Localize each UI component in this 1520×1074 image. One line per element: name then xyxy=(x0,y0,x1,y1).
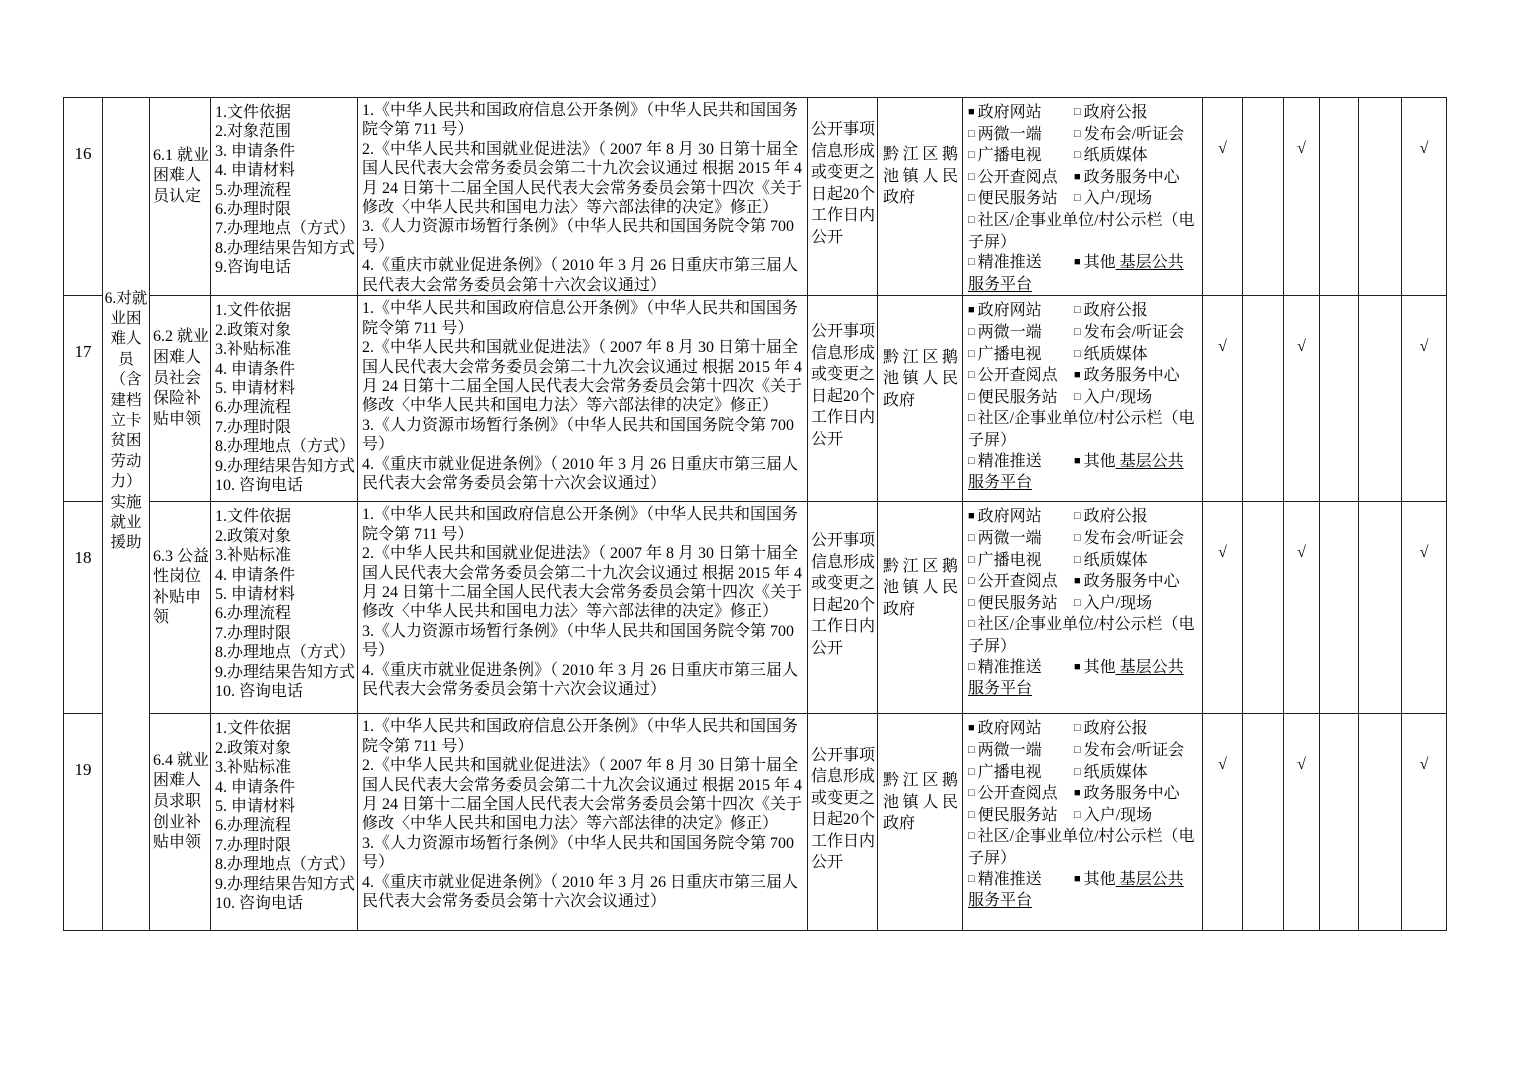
category-cell: 6.对就业困难人员（含建档立卡贫困劳动力）实施就业援助 xyxy=(103,98,150,931)
content-item: 5. 申请材料 xyxy=(215,585,296,603)
content-item: 9.办理结果告知方式 xyxy=(215,663,356,681)
channel-label: 政务服务中心 xyxy=(1083,367,1180,385)
channel-label: 精准推送 xyxy=(977,452,1042,470)
content-item: 1.文件依据 xyxy=(215,302,292,320)
channel-label: 发布会/听证会 xyxy=(1083,125,1185,143)
content-item: 3.补贴标准 xyxy=(215,759,292,777)
content-item: 6.办理流程 xyxy=(215,399,292,417)
table-row xyxy=(64,714,1447,931)
channel-label: 发布会/听证会 xyxy=(1083,529,1185,547)
channel-label: 社区/企事业单位/村公示栏（电子屏） xyxy=(968,828,1195,867)
channel-item xyxy=(1074,302,1148,319)
channel-label: 发布会/听证会 xyxy=(1083,323,1185,341)
channel-label: 社区/企事业单位/村公示栏（电子屏） xyxy=(968,616,1195,655)
channel-label: 社区/企事业单位/村公示栏（电子屏） xyxy=(968,410,1195,449)
item-name: 6.2 就业困难人员社会保险补贴申领 xyxy=(150,296,211,502)
publish-timing: 公开事项信息形成或变更之日起20个工作日内公开 xyxy=(808,502,878,714)
channel-item xyxy=(968,529,1074,551)
basis-item: 3.《人力资源市场暂行条例》（中华人民共和国国务院令第 700 号） xyxy=(362,218,795,255)
checkbox-icon: □ xyxy=(1074,325,1081,338)
check-cell xyxy=(1243,296,1284,502)
channel-label: 其他 xyxy=(1083,452,1116,470)
channel-item xyxy=(968,189,1074,211)
check-cell xyxy=(1320,502,1359,714)
content-item: 2.政策对象 xyxy=(215,739,292,757)
other-channel-value: 基层公共服务平台 xyxy=(968,254,1184,293)
channel-label: 广播电视 xyxy=(977,147,1042,165)
checkbox-icon: □ xyxy=(1074,192,1081,205)
channel-line xyxy=(968,452,1198,494)
checkbox-icon: □ xyxy=(1074,765,1081,778)
content-item: 6.办理流程 xyxy=(215,605,292,623)
basis-item: 4.《重庆市就业促进条例》（ 2010 年 3 月 26 日重庆市第三届人民代表大会常务委员会第十六次会议通过） xyxy=(362,257,799,294)
basis-item: 2.《中华人民共和国就业促进法》（ 2007 年 8 月 30 日第十届全国人民代表大会常务委员会第二十九次会议通过 根据 2015 年 4 月 24 日第十二届全国人民代表大会常务委员会第十四次《关于修改〈中华人民共和国电力法〉等六部法律的决定》修正） xyxy=(362,339,803,415)
content-item: 5.办理流程 xyxy=(215,181,292,199)
channels-cell xyxy=(963,98,1203,296)
channel-line xyxy=(968,507,1198,529)
channel-item xyxy=(1074,324,1184,341)
channel-label: 政府公报 xyxy=(1083,508,1148,526)
check-cell: √ xyxy=(1402,296,1447,502)
check-cell: √ xyxy=(1284,296,1320,502)
channel-item xyxy=(1074,367,1180,384)
content-item: 3.补贴标准 xyxy=(215,341,292,359)
channel-label: 其他 xyxy=(1083,254,1116,272)
channel-label: 其他 xyxy=(1083,870,1116,888)
channel-label: 政府公报 xyxy=(1083,302,1148,320)
other-channel-value: 基层公共服务平台 xyxy=(968,870,1184,910)
channel-item xyxy=(968,452,1074,474)
checkbox-icon: □ xyxy=(968,531,975,544)
channel-label: 入户/现场 xyxy=(1083,594,1153,612)
checkbox-icon: ■ xyxy=(1074,454,1081,467)
checkbox-icon: □ xyxy=(1074,127,1081,140)
channel-label: 纸质媒体 xyxy=(1083,345,1148,363)
channel-label: 便民服务站 xyxy=(977,190,1058,208)
channel-item xyxy=(1074,573,1180,590)
content-item: 4. 申请材料 xyxy=(215,162,296,180)
checkbox-icon: □ xyxy=(968,149,975,162)
channel-label: 公开查阅点 xyxy=(977,168,1058,186)
check-cell xyxy=(1359,502,1402,714)
content-item: 5. 申请材料 xyxy=(215,379,296,397)
channel-label: 精准推送 xyxy=(977,658,1042,676)
content-list xyxy=(211,714,358,931)
channel-label: 广播电视 xyxy=(977,551,1042,569)
checkbox-icon: □ xyxy=(968,256,975,269)
checkbox-icon: □ xyxy=(968,412,975,425)
row-number: 19 xyxy=(64,714,103,931)
channel-label: 公开查阅点 xyxy=(977,573,1058,591)
disclosure-table xyxy=(63,97,1447,931)
checkbox-icon: □ xyxy=(968,192,975,205)
checkbox-icon: ■ xyxy=(1074,256,1081,269)
checkbox-icon: ■ xyxy=(1074,660,1081,673)
checkbox-icon: □ xyxy=(968,808,975,821)
channel-label: 便民服务站 xyxy=(977,388,1058,406)
channel-item xyxy=(968,551,1074,573)
other-channel-value: 基层公共服务平台 xyxy=(968,658,1184,698)
content-item: 7.办理时限 xyxy=(215,836,292,854)
item-name: 6.4 就业困难人员求职创业补贴申领 xyxy=(150,714,211,931)
checkbox-icon: ■ xyxy=(1074,369,1081,382)
legal-basis xyxy=(358,98,808,296)
checkbox-icon: □ xyxy=(1074,149,1081,162)
channel-item xyxy=(1074,742,1184,759)
channel-line xyxy=(968,301,1198,323)
channels-cell xyxy=(963,296,1203,502)
publish-subject: 黔江区鹅池镇人民政府 xyxy=(878,296,963,502)
channel-item xyxy=(968,870,1074,892)
check-cell xyxy=(1320,714,1359,931)
checkbox-icon: □ xyxy=(968,660,975,673)
check-cell: √ xyxy=(1203,98,1243,296)
checkbox-icon: □ xyxy=(968,575,975,588)
checkbox-icon: □ xyxy=(968,454,975,467)
channel-item xyxy=(968,784,1074,806)
channel-line xyxy=(968,763,1198,785)
row-number: 18 xyxy=(64,502,103,714)
check-cell: √ xyxy=(1402,714,1447,931)
channel-item xyxy=(968,763,1074,785)
channel-label: 便民服务站 xyxy=(977,806,1058,824)
content-item: 1.文件依据 xyxy=(215,508,292,526)
channel-item xyxy=(968,345,1074,367)
checkbox-icon: □ xyxy=(968,127,975,140)
content-item: 1.文件依据 xyxy=(215,104,292,121)
check-cell: √ xyxy=(1402,502,1447,714)
checkbox-icon: □ xyxy=(968,765,975,778)
channel-item xyxy=(968,125,1074,147)
check-cell: √ xyxy=(1203,296,1243,502)
channel-line xyxy=(968,551,1198,573)
channel-item xyxy=(1074,147,1148,164)
checkbox-icon: □ xyxy=(1074,553,1081,566)
basis-item: 2.《中华人民共和国就业促进法》（ 2007 年 8 月 30 日第十届全国人民代表大会常务委员会第二十九次会议通过 根据 2015 年 4 月 24 日第十二届全国人民代表大会常务委员会第十四次《关于修改〈中华人民共和国电力法〉等六部法律的决定》修正） xyxy=(362,545,803,621)
channel-item xyxy=(968,388,1074,410)
check-cell xyxy=(1359,98,1402,296)
channel-item xyxy=(968,146,1074,168)
channel-line xyxy=(968,253,1198,295)
checkbox-icon: □ xyxy=(968,830,975,843)
channel-line xyxy=(968,345,1198,367)
channels-cell xyxy=(963,502,1203,714)
content-item: 8.办理地点（方式） xyxy=(215,438,356,456)
checkbox-icon: □ xyxy=(968,390,975,403)
publish-timing: 公开事项信息形成或变更之日起20个工作日内公开 xyxy=(808,714,878,931)
channel-item xyxy=(1074,508,1148,525)
channel-line xyxy=(968,529,1198,551)
channel-label: 精准推送 xyxy=(977,870,1042,888)
channel-line xyxy=(968,615,1198,657)
content-item: 7.办理时限 xyxy=(215,624,292,642)
channel-item xyxy=(968,253,1074,275)
channel-label: 精准推送 xyxy=(977,254,1042,272)
channel-item xyxy=(968,658,1074,680)
content-item: 3.补贴标准 xyxy=(215,547,292,565)
basis-item: 3.《人力资源市场暂行条例》（中华人民共和国国务院令第 700 号） xyxy=(362,622,795,660)
content-item: 4. 申请条件 xyxy=(215,566,296,584)
channel-label: 纸质媒体 xyxy=(1083,763,1148,781)
channel-item xyxy=(1074,126,1184,143)
checkbox-icon: □ xyxy=(968,213,975,226)
checkbox-icon: ■ xyxy=(1074,787,1081,800)
channel-item xyxy=(968,507,1074,529)
content-item: 6.办理时限 xyxy=(215,201,292,219)
channel-item xyxy=(1074,104,1148,121)
channel-line xyxy=(968,719,1198,741)
checkbox-icon: ■ xyxy=(968,510,975,523)
checkbox-icon: □ xyxy=(968,369,975,382)
channel-item xyxy=(968,741,1074,763)
channel-label: 广播电视 xyxy=(977,763,1042,781)
content-list xyxy=(211,98,358,296)
checkbox-icon: ■ xyxy=(968,304,975,317)
checkbox-icon: □ xyxy=(968,787,975,800)
publish-timing: 公开事项信息形成或变更之日起20个工作日内公开 xyxy=(808,296,878,502)
checkbox-icon: □ xyxy=(968,618,975,631)
checkbox-icon: □ xyxy=(1074,743,1081,756)
checkbox-icon: □ xyxy=(1074,106,1081,118)
table-row xyxy=(64,296,1447,502)
checkbox-icon: □ xyxy=(1074,390,1081,403)
channel-label: 政府网站 xyxy=(977,720,1042,738)
channel-label: 两微一端 xyxy=(977,741,1042,759)
channel-line xyxy=(968,323,1198,345)
channel-line xyxy=(968,211,1198,253)
channel-item xyxy=(968,806,1074,828)
content-list xyxy=(211,296,358,502)
channel-label: 入户/现场 xyxy=(1083,190,1153,208)
content-item: 5. 申请材料 xyxy=(215,797,296,815)
check-cell xyxy=(1359,296,1402,502)
channel-item xyxy=(1074,190,1152,207)
table-row xyxy=(64,98,1447,296)
channel-label: 政务服务中心 xyxy=(1083,573,1180,591)
channel-label: 广播电视 xyxy=(977,345,1042,363)
checkbox-icon: □ xyxy=(1074,510,1081,523)
basis-item: 4.《重庆市就业促进条例》（ 2010 年 3 月 26 日重庆市第三届人民代表大会常务委员会第十六次会议通过） xyxy=(362,873,799,910)
content-item: 2.政策对象 xyxy=(215,321,292,339)
row-number: 16 xyxy=(64,98,103,296)
check-cell: √ xyxy=(1284,714,1320,931)
channel-line xyxy=(968,366,1198,388)
channel-item xyxy=(968,301,1074,323)
channel-label: 政府网站 xyxy=(977,302,1042,320)
channel-line xyxy=(968,125,1198,147)
channel-item xyxy=(1074,389,1152,406)
content-item: 4. 申请条件 xyxy=(215,778,296,796)
channel-label: 便民服务站 xyxy=(977,594,1058,612)
channel-line xyxy=(968,189,1198,211)
checkbox-icon: □ xyxy=(1074,304,1081,317)
content-item: 7.办理地点（方式） xyxy=(215,220,356,238)
channel-line xyxy=(968,741,1198,763)
publish-subject: 黔江区鹅池镇人民政府 xyxy=(878,502,963,714)
content-item: 2.对象范围 xyxy=(215,123,292,141)
content-item: 9.咨询电话 xyxy=(215,259,292,277)
checkbox-icon: □ xyxy=(968,553,975,566)
channel-label: 其他 xyxy=(1083,658,1116,676)
channel-label: 纸质媒体 xyxy=(1083,551,1148,569)
channel-label: 入户/现场 xyxy=(1083,806,1153,824)
channel-line xyxy=(968,388,1198,410)
channel-item xyxy=(968,572,1074,594)
channel-label: 两微一端 xyxy=(977,125,1042,143)
content-item: 3. 申请条件 xyxy=(215,142,296,160)
channel-label: 公开查阅点 xyxy=(977,785,1058,803)
channel-label: 政府网站 xyxy=(977,508,1042,526)
checkbox-icon: □ xyxy=(1074,347,1081,360)
publish-subject: 黔江区鹅池镇人民政府 xyxy=(878,98,963,296)
basis-item: 2.《中华人民共和国就业促进法》（ 2007 年 8 月 30 日第十届全国人民代表大会常务委员会第二十九次会议通过 根据 2015 年 4 月 24 日第十二届全国人民代表大会常务委员会第十四次《关于修改〈中华人民共和国电力法〉等六部法律的决定》修正） xyxy=(362,140,803,217)
basis-item: 3.《人力资源市场暂行条例》（中华人民共和国国务院令第 700 号） xyxy=(362,834,795,872)
channel-item xyxy=(1074,720,1148,737)
checkbox-icon: □ xyxy=(968,325,975,338)
channel-line xyxy=(968,806,1198,828)
other-channel-value: 基层公共服务平台 xyxy=(968,452,1184,492)
channel-item xyxy=(1074,764,1148,781)
legal-basis xyxy=(358,714,808,931)
channel-label: 政府公报 xyxy=(1083,104,1148,121)
check-cell: √ xyxy=(1203,502,1243,714)
publish-subject: 黔江区鹅池镇人民政府 xyxy=(878,714,963,931)
check-cell: √ xyxy=(1284,98,1320,296)
channel-line xyxy=(968,572,1198,594)
basis-item: 1.《中华人民共和国政府信息公开条例》（中华人民共和国国务院令第 711 号） xyxy=(362,506,799,543)
checkbox-icon: □ xyxy=(1074,808,1081,821)
channel-item xyxy=(968,103,1074,125)
channel-line xyxy=(968,594,1198,616)
checkbox-icon: □ xyxy=(1074,722,1081,735)
content-item: 10. 咨询电话 xyxy=(215,477,304,494)
channel-label: 两微一端 xyxy=(977,323,1042,341)
channel-line xyxy=(968,146,1198,168)
checkbox-icon: □ xyxy=(968,872,975,885)
check-cell: √ xyxy=(1284,502,1320,714)
channel-item xyxy=(968,168,1074,190)
checkbox-icon: □ xyxy=(968,170,975,183)
table-row xyxy=(64,502,1447,714)
checkbox-icon: ■ xyxy=(968,722,975,735)
channel-item xyxy=(1074,346,1148,363)
check-cell xyxy=(1320,98,1359,296)
channel-label: 发布会/听证会 xyxy=(1083,741,1185,759)
channel-label: 政府公报 xyxy=(1083,720,1148,738)
item-name: 6.1 就业困难人员认定 xyxy=(150,98,211,296)
content-item: 10. 咨询电话 xyxy=(215,683,304,700)
channel-line xyxy=(968,103,1198,125)
basis-item: 1.《中华人民共和国政府信息公开条例》（中华人民共和国国务院令第 711 号） xyxy=(362,102,799,139)
content-item: 2.政策对象 xyxy=(215,527,292,545)
row-number: 17 xyxy=(64,296,103,502)
checkbox-icon: □ xyxy=(1074,596,1081,609)
basis-item: 4.《重庆市就业促进条例》（ 2010 年 3 月 26 日重庆市第三届人民代表大会常务委员会第十六次会议通过） xyxy=(362,661,799,698)
content-item: 8.办理地点（方式） xyxy=(215,856,356,874)
content-item: 8.办理结果告知方式 xyxy=(215,239,356,257)
channel-label: 公开查阅点 xyxy=(977,367,1058,385)
check-cell: √ xyxy=(1402,98,1447,296)
channel-item xyxy=(968,594,1074,616)
legal-basis xyxy=(358,502,808,714)
checkbox-icon: ■ xyxy=(1074,170,1081,183)
checkbox-icon: □ xyxy=(968,743,975,756)
checkbox-icon: □ xyxy=(1074,531,1081,544)
channel-label: 政务服务中心 xyxy=(1083,168,1180,186)
checkbox-icon: □ xyxy=(968,347,975,360)
basis-item: 2.《中华人民共和国就业促进法》（ 2007 年 8 月 30 日第十届全国人民代表大会常务委员会第二十九次会议通过 根据 2015 年 4 月 24 日第十二届全国人民代表大会常务委员会第十四次《关于修改〈中华人民共和国电力法〉等六部法律的决定》修正） xyxy=(362,757,803,833)
channel-item xyxy=(1074,552,1148,569)
channel-item xyxy=(1074,530,1184,547)
check-cell: √ xyxy=(1203,714,1243,931)
channel-item xyxy=(1074,785,1180,802)
channel-line xyxy=(968,658,1198,700)
channel-line xyxy=(968,784,1198,806)
checkbox-icon: ■ xyxy=(968,106,975,118)
channel-label: 政府网站 xyxy=(977,104,1042,121)
item-name: 6.3 公益性岗位补贴申领 xyxy=(150,502,211,714)
content-item: 7.办理时限 xyxy=(215,418,292,436)
channel-label: 入户/现场 xyxy=(1083,388,1153,406)
basis-item: 1.《中华人民共和国政府信息公开条例》（中华人民共和国国务院令第 711 号） xyxy=(362,718,799,755)
check-cell xyxy=(1320,296,1359,502)
channel-item xyxy=(1074,807,1152,824)
checkbox-icon: ■ xyxy=(1074,872,1081,885)
check-cell xyxy=(1243,502,1284,714)
channel-label: 政务服务中心 xyxy=(1083,785,1180,803)
channel-line xyxy=(968,168,1198,190)
check-cell xyxy=(1243,714,1284,931)
channel-item xyxy=(1074,169,1180,186)
content-item: 10. 咨询电话 xyxy=(215,895,304,912)
basis-item: 3.《人力资源市场暂行条例》（中华人民共和国国务院令第 700 号） xyxy=(362,416,795,454)
content-item: 4. 申请条件 xyxy=(215,360,296,378)
content-item: 9.办理结果告知方式 xyxy=(215,457,356,475)
channel-label: 社区/企事业单位/村公示栏（电子屏） xyxy=(968,211,1195,251)
legal-basis xyxy=(358,296,808,502)
channel-line xyxy=(968,827,1198,869)
basis-item: 4.《重庆市就业促进条例》（ 2010 年 3 月 26 日重庆市第三届人民代表大会常务委员会第十六次会议通过） xyxy=(362,455,799,492)
check-cell xyxy=(1359,714,1402,931)
channel-line xyxy=(968,870,1198,912)
content-list xyxy=(211,502,358,714)
channel-label: 两微一端 xyxy=(977,529,1042,547)
checkbox-icon: ■ xyxy=(1074,575,1081,588)
content-item: 9.办理结果告知方式 xyxy=(215,875,356,893)
channel-item xyxy=(968,719,1074,741)
content-item: 6.办理流程 xyxy=(215,817,292,835)
content-item: 1.文件依据 xyxy=(215,720,292,738)
channel-item xyxy=(1074,595,1152,612)
channel-item xyxy=(968,323,1074,345)
channel-label: 纸质媒体 xyxy=(1083,147,1148,165)
publish-timing: 公开事项信息形成或变更之日起20个工作日内公开 xyxy=(808,98,878,296)
checkbox-icon: □ xyxy=(968,596,975,609)
basis-item: 1.《中华人民共和国政府信息公开条例》（中华人民共和国国务院令第 711 号） xyxy=(362,300,799,337)
content-item: 8.办理地点（方式） xyxy=(215,644,356,662)
channels-cell xyxy=(963,714,1203,931)
channel-item xyxy=(968,366,1074,388)
check-cell xyxy=(1243,98,1284,296)
channel-line xyxy=(968,409,1198,451)
